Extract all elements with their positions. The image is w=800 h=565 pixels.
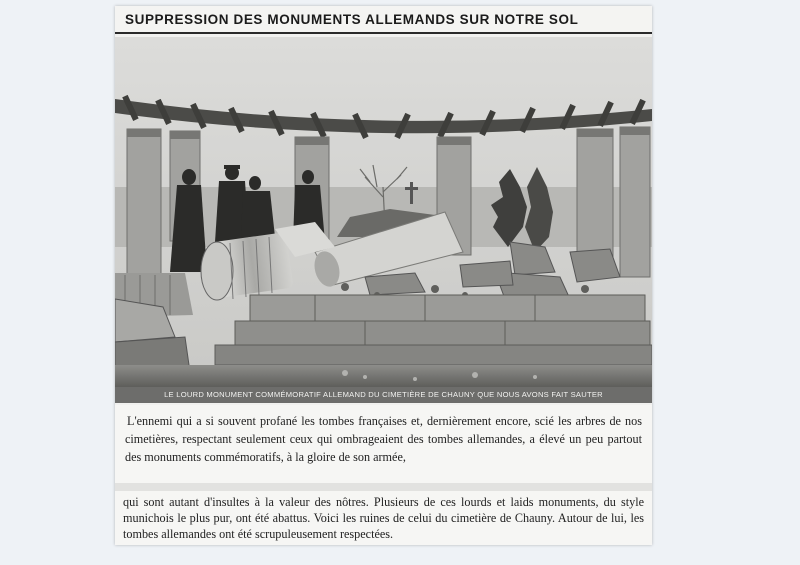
column-separator <box>115 483 652 491</box>
paragraph-2-text: qui sont autant d'insultes à la valeur des nôtres. Plusieurs de ces lourds et laids monuments, du style munichois le plus pur, ont été abattus. Voici les ruines de celui du cimetière de Chauny. Autour de lui, les tombes allemandes ont été scrupuleusement respectées. <box>123 495 644 541</box>
paragraph-1-text: L'ennemi qui a si souvent profané les tombes françaises et, dernièrement encore, scié les arbres de nos cimetières, respectant seulement ceux qui ombrageaient des tombes allemandes, a élevé un peu partout des monuments commémoratifs, à la gloire de son armée, <box>125 414 642 464</box>
article-paragraph-1 <box>115 405 652 483</box>
headline: SUPPRESSION DES MONUMENTS ALLEMANDS SUR NOTRE SOL <box>115 6 652 34</box>
photo-caption: LE LOURD MONUMENT COMMÉMORATIF ALLEMAND DU CIMETIÈRE DE CHAUNY QUE NOUS AVONS FAIT SAUTER <box>115 387 652 403</box>
monument-ruins-photo <box>115 37 652 387</box>
newspaper-clipping <box>115 6 652 545</box>
article-paragraph-2 <box>115 491 652 545</box>
